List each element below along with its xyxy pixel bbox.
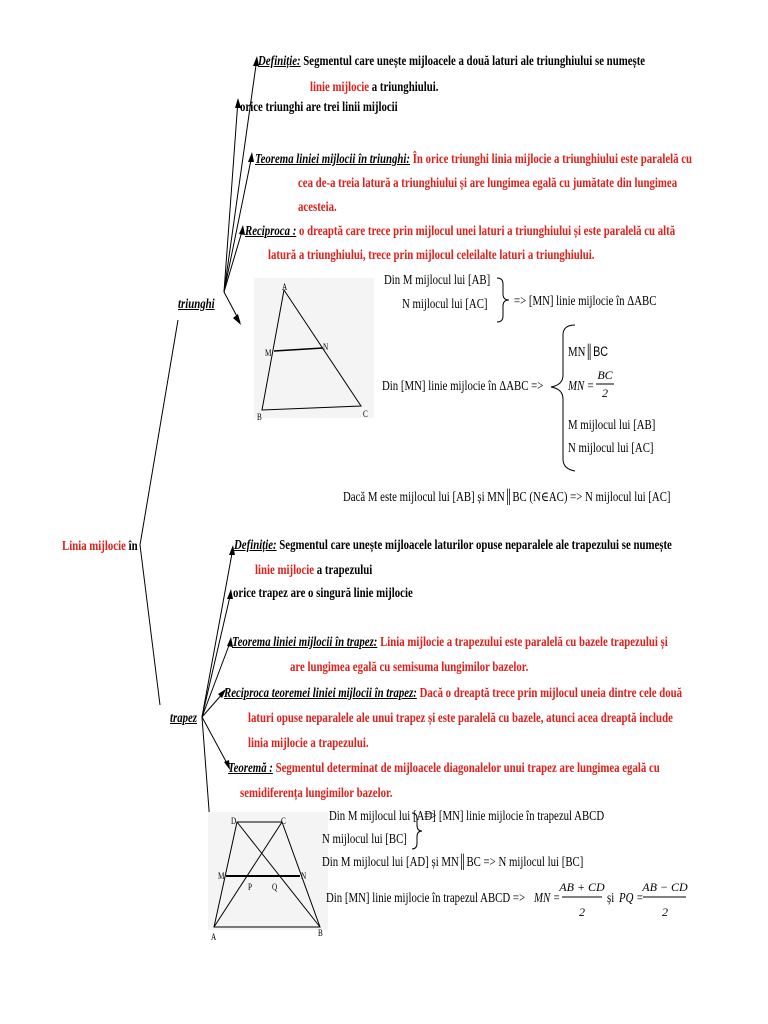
root-node — [62, 538, 138, 554]
tri-res2-num: BC — [597, 368, 613, 382]
branch-trapez: trapez — [170, 710, 197, 725]
tz-def-red: linie mijlocie — [255, 562, 315, 577]
tz-hyp1: Din M mijlocul lui [AD] — [329, 808, 436, 823]
trapez-theorem — [232, 634, 668, 650]
tz-thm-label: Teorema liniei mijlocii în trapez: — [232, 634, 378, 649]
tz-fig-D: D — [231, 816, 237, 826]
tz-thm2-line1: Segmentul determinat de mijloacele diagonalelor unui trapez are lungimea egală cu — [272, 760, 660, 775]
trapezoid-figure — [208, 812, 328, 930]
tz-def-label: Definiție: — [234, 537, 277, 552]
tz-converse: Din M mijlocul lui [AD] și MN║BC => N mijlocul lui [BC] — [322, 854, 584, 869]
tz-rec-label: Reciproca teoremei liniei mijlocii în trapez: — [224, 685, 417, 700]
trapez-definition — [234, 537, 672, 553]
tz-fig-M: M — [218, 871, 225, 881]
branch-triunghi: triunghi — [178, 296, 215, 311]
tz-def-end: a trapezului — [314, 562, 373, 577]
tri-conclusion: => [MN] linie mijlocie în ΔABC — [514, 293, 657, 308]
tri-fig-M: M — [265, 348, 272, 358]
tri-fig-B: B — [257, 412, 262, 422]
rec-line1: o dreaptă care trece prin mijlocul unei laturi a triunghiului și este paralelă cu altă — [296, 223, 676, 238]
tz-pq-lhs: PQ = — [619, 890, 644, 905]
trapez-reciproca-line3: linia mijlocie a trapezului. — [248, 735, 369, 750]
def-label: Definiție: — [258, 53, 301, 68]
tri-converse: Dacă M este mijlocul lui [AB] și MN║BC (N∈AC) => N mijlocul lui [AC] — [343, 489, 671, 504]
triunghi-three-lines: orice triunghi are trei linii mijlocii — [240, 99, 398, 114]
tri-hyp2: N mijlocul lui [AC] — [402, 296, 488, 311]
tz-fig-Q: Q — [272, 882, 278, 892]
root-suffix: în — [125, 538, 138, 553]
tz-pq-den: 2 — [662, 905, 668, 919]
triangle-figure — [254, 278, 374, 418]
tri-res4: N mijlocul lui [AC] — [568, 440, 654, 455]
triunghi-reciproca — [245, 223, 675, 239]
tri-fig-C: C — [363, 409, 368, 419]
tz-si: și — [607, 890, 615, 905]
tz-fig-B: B — [318, 928, 323, 938]
tri-fig-N: N — [323, 342, 329, 352]
tz-fig-A: A — [211, 932, 217, 942]
res1-mn: MN — [568, 344, 586, 359]
trapez-reciproca-line2: laturi opuse neparalele ale unui trapez și este paralelă cu bazele, atunci acea dreaptă include — [248, 710, 673, 725]
triunghi-theorem-line3: acesteia. — [298, 199, 337, 214]
trapez-definition-end — [255, 562, 372, 578]
tz-formula-prefix: Din [MN] linie mijlocie în trapezul ABCD => — [326, 890, 526, 905]
parallel-symbol: ║ — [585, 344, 594, 359]
trapez-theorem-line2: are lungimea egală cu semisuma lungimilor bazelor. — [290, 659, 529, 674]
def-text: Segmentul care unește mijloacele a două laturi ale triunghiului se numește — [300, 53, 646, 68]
thm-label: Teorema liniei mijlocii în triunghi: — [255, 151, 411, 166]
triunghi-reciproca-line2: latură a triunghiului, trece prin mijlocul celeilalte laturi a triunghiului. — [268, 247, 595, 262]
trapez-theorem2-line2: semidiferența lungimilor bazelor. — [240, 785, 393, 800]
triunghi-theorem-line2: cea de-a treia latură a triunghiului și are lungimea egală cu jumătate din lungimea — [298, 175, 678, 190]
tri-res3: M mijlocul lui [AB] — [568, 417, 656, 432]
tz-def-text: Segmentul care unește mijloacele laturilor opuse neparalele ale trapezului se numește — [276, 537, 672, 552]
thm-line1: În orice triunghi linia mijlocie a triunghiului este paralelă cu — [410, 151, 693, 166]
tri-fig-A: A — [282, 282, 288, 292]
tri-hyp1: Din M mijlocul lui [AB] — [384, 272, 491, 287]
tz-fig-N: N — [301, 871, 307, 881]
tri-res1 — [568, 344, 608, 360]
def-end: a triunghiului. — [369, 79, 439, 94]
res1-bc: BC — [593, 344, 609, 359]
rec-label: Reciproca : — [245, 223, 297, 238]
tz-rec-line1: Dacă o dreaptă trece prin mijlocul uneia dintre cele două — [416, 685, 683, 700]
tz-pq-num: AB − CD — [642, 880, 688, 894]
trapez-theorem2 — [228, 760, 660, 776]
trapez-reciproca — [224, 685, 682, 701]
root-label: Linia mijlocie — [62, 538, 126, 553]
def-red: linie mijlocie — [310, 79, 370, 94]
tz-mn-num: AB + CD — [559, 880, 605, 894]
trapez-one-line: orice trapez are o singură linie mijlocie — [233, 585, 413, 600]
tri-from-mn: Din [MN] linie mijlocie în ΔABC => — [382, 378, 544, 393]
tz-conclusion: => [MN] linie mijlocie în trapezul ABCD — [424, 808, 605, 823]
tz-thm-line1: Linia mijlocie a trapezului este paralelă cu bazele trapezului și — [377, 634, 668, 649]
triunghi-definition-end — [310, 79, 438, 95]
triunghi-definition — [258, 53, 645, 69]
tz-fig-P: P — [248, 882, 253, 892]
tz-mn-den: 2 — [579, 905, 585, 919]
triunghi-theorem — [255, 151, 692, 167]
tz-hyp2: N mijlocul lui [BC] — [322, 831, 407, 846]
tz-mn-lhs: MN = — [534, 890, 561, 905]
tri-res2-den: 2 — [602, 386, 608, 400]
tri-res2: MN = — [568, 378, 595, 393]
tz-thm2-label: Teoremă : — [228, 760, 273, 775]
tz-fig-C: C — [281, 816, 286, 826]
